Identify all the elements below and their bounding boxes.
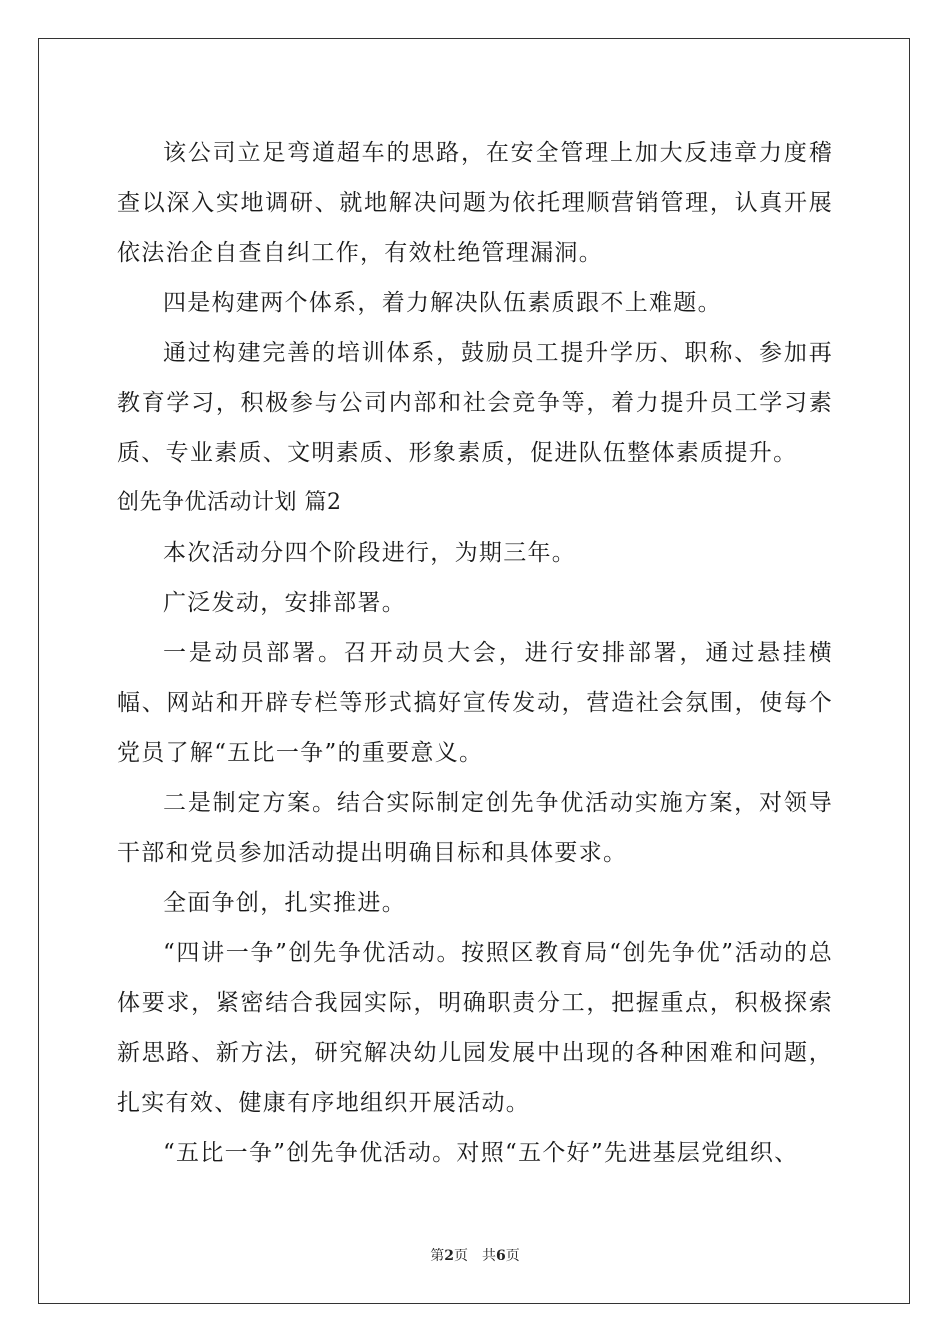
page-total: 6 [496,1248,506,1264]
paragraph: 本次活动分四个阶段进行，为期三年。 [163,540,577,566]
page-footer [0,1246,950,1266]
paragraph: “四讲一争”创先争优活动。按照区教育局“创先争优”活动的总体要求，紧密结合我园实际，明确职责分工，把握重点，积极探索新思路、新方法，研究解决幼儿园发展中出现的各种困难和问题，扎实有效、健康有序地组织开展活动。 [117,940,833,1116]
paragraph: 四是构建两个体系，着力解决队伍素质跟不上难题。 [163,290,722,316]
total-unit: 页 [505,1248,520,1264]
paragraph: 通过构建完善的培训体系，鼓励员工提升学历、职称、参加再教育学习，积极参与公司内部和社会竞争等，着力提升员工学习素质、专业素质、文明素质、形象素质，促进队伍整体素质提升。 [117,340,833,466]
paragraph: 全面争创，扎实推进。 [163,890,406,916]
document-body [117,128,833,1178]
paragraph: 一是动员部署。召开动员大会，进行安排部署，通过悬挂横幅、网站和开辟专栏等形式搞好宣传发动，营造社会氛围，使每个党员了解“五比一争”的重要意义。 [117,640,833,766]
paragraph: 二是制定方案。结合实际制定创先争优活动实施方案，对领导干部和党员参加活动提出明确目标和具体要求。 [117,790,833,866]
page-prefix: 第 [430,1248,445,1264]
paragraph: 该公司立足弯道超车的思路，在安全管理上加大反违章力度稽查以深入实地调研、就地解决问题为依托理顺营销管理，认真开展依法治企自查自纠工作，有效杜绝管理漏洞。 [117,140,833,266]
page-current: 2 [444,1248,454,1264]
page-unit: 页 [454,1248,468,1264]
paragraph: 广泛发动，安排部署。 [163,590,406,616]
section-heading: 创先争优活动计划 篇2 [117,490,342,515]
total-prefix: 共 [482,1248,496,1264]
paragraph: “五比一争”创先争优活动。对照“五个好”先进基层党组织、 [163,1140,799,1166]
